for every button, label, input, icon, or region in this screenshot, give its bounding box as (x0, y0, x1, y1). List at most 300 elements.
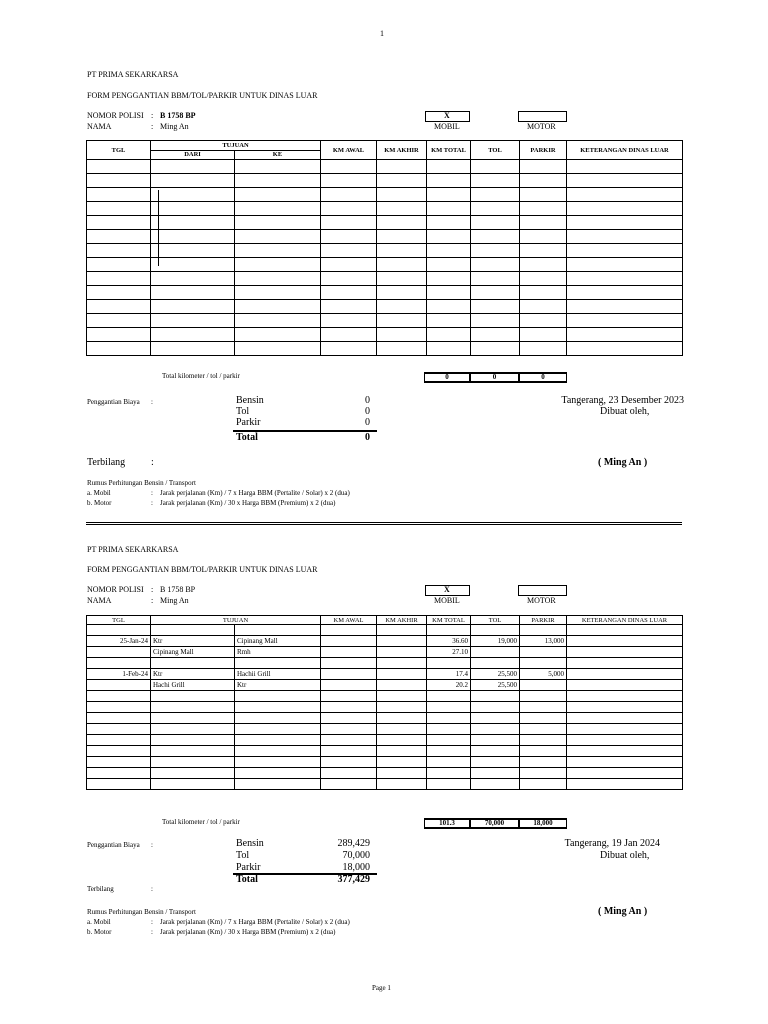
cell-km-awal[interactable] (321, 244, 377, 258)
cell-keterangan[interactable] (567, 258, 683, 272)
cell-keterangan[interactable] (567, 188, 683, 202)
cell-km-total[interactable] (427, 230, 471, 244)
cell-km-total[interactable] (427, 258, 471, 272)
cell-dari[interactable] (151, 779, 235, 790)
cell-dari[interactable] (151, 768, 235, 779)
cell-ke[interactable]: Rmh (235, 647, 321, 658)
cell-km-akhir[interactable] (377, 244, 427, 258)
cell-tgl[interactable] (87, 174, 151, 188)
cell-keterangan[interactable] (567, 314, 683, 328)
cell-tol[interactable]: 19,000 (471, 636, 520, 647)
cell-tgl[interactable] (87, 735, 151, 746)
cell-dari[interactable] (151, 230, 235, 244)
cell-parkir[interactable] (520, 724, 567, 735)
header-km-akhir: KM AKHIR (377, 141, 427, 160)
cell-keterangan[interactable] (567, 328, 683, 342)
cell-km-total[interactable]: 20.2 (427, 680, 471, 691)
cell-km-awal[interactable] (321, 724, 377, 735)
cell-km-total[interactable] (427, 779, 471, 790)
cell-km-awal[interactable] (321, 757, 377, 768)
cell-tgl[interactable] (87, 188, 151, 202)
cell-dari[interactable] (151, 174, 235, 188)
cell-parkir[interactable] (520, 691, 567, 702)
cell-km-total[interactable]: 36.60 (427, 636, 471, 647)
cell-tgl[interactable] (87, 746, 151, 757)
header-tujuan: TUJUAN (151, 616, 321, 625)
cell-km-total[interactable] (427, 328, 471, 342)
cell-dari[interactable] (151, 702, 235, 713)
cell-parkir[interactable] (520, 188, 567, 202)
cell-dari[interactable]: Ktr (151, 636, 235, 647)
cell-parkir[interactable] (520, 272, 567, 286)
cell-km-awal[interactable] (321, 314, 377, 328)
cell-km-total[interactable] (427, 713, 471, 724)
cell-ke[interactable] (235, 713, 321, 724)
cell-parkir[interactable] (520, 328, 567, 342)
cell-tgl[interactable] (87, 272, 151, 286)
cell-dari[interactable] (151, 713, 235, 724)
signer-name: ( Ming An ) (598, 906, 648, 917)
rumus-mobil: Jarak perjalanan (Km) / 7 x Harga BBM (Pertalite / Solar) x 2 (dua) (160, 918, 350, 926)
cell-tgl[interactable] (87, 680, 151, 691)
cell-km-awal[interactable] (321, 272, 377, 286)
header-parkir: PARKIR (520, 616, 567, 625)
cell-km-total[interactable] (427, 174, 471, 188)
cell-km-awal[interactable] (321, 328, 377, 342)
cell-parkir[interactable] (520, 244, 567, 258)
cell-parkir[interactable] (520, 680, 567, 691)
terbilang-label: Terbilang (87, 885, 114, 893)
cell-parkir[interactable] (520, 625, 567, 636)
cell-dari[interactable] (151, 724, 235, 735)
cell-km-akhir[interactable] (377, 160, 427, 174)
total-label: Total kilometer / tol / parkir (162, 372, 240, 380)
cell-ke[interactable] (235, 768, 321, 779)
motor-checkbox[interactable] (518, 111, 567, 122)
cell-km-akhir[interactable] (377, 691, 427, 702)
cell-km-akhir[interactable] (377, 680, 427, 691)
cell-km-akhir[interactable] (377, 658, 427, 669)
cell-dari[interactable] (151, 300, 235, 314)
cell-dari[interactable] (151, 328, 235, 342)
cell-km-awal[interactable] (321, 702, 377, 713)
cell-parkir[interactable] (520, 314, 567, 328)
bensin-value: 289,429 (337, 838, 370, 849)
cell-parkir[interactable] (520, 258, 567, 272)
cell-ke[interactable] (235, 746, 321, 757)
cell-km-awal[interactable] (321, 680, 377, 691)
cell-parkir[interactable]: 5,000 (520, 669, 567, 680)
cell-ke[interactable] (235, 735, 321, 746)
cell-parkir[interactable] (520, 713, 567, 724)
cell-km-akhir[interactable] (377, 746, 427, 757)
cell-keterangan[interactable] (567, 286, 683, 300)
cell-tgl[interactable] (87, 258, 151, 272)
nomor-polisi-label: NOMOR POLISI (87, 111, 144, 120)
cell-tol[interactable] (471, 314, 520, 328)
cell-km-akhir[interactable] (377, 342, 427, 356)
cell-ke[interactable] (235, 188, 321, 202)
cell-ke[interactable] (235, 258, 321, 272)
cell-km-total[interactable] (427, 702, 471, 713)
cell-keterangan[interactable] (567, 658, 683, 669)
cell-km-akhir[interactable] (377, 300, 427, 314)
cell-dari[interactable] (151, 625, 235, 636)
cell-km-awal[interactable] (321, 636, 377, 647)
dibuat-oleh: Dibuat oleh, (600, 406, 650, 417)
cell-km-akhir[interactable] (377, 724, 427, 735)
cell-km-total[interactable] (427, 160, 471, 174)
cell-ke[interactable] (235, 286, 321, 300)
cell-km-akhir[interactable] (377, 647, 427, 658)
cell-km-awal[interactable] (321, 216, 377, 230)
cell-km-akhir[interactable] (377, 202, 427, 216)
cell-parkir[interactable] (520, 746, 567, 757)
cell-km-total[interactable] (427, 735, 471, 746)
cell-dari[interactable] (151, 342, 235, 356)
cell-ke[interactable] (235, 244, 321, 258)
cell-keterangan[interactable] (567, 757, 683, 768)
cell-parkir[interactable] (520, 160, 567, 174)
cell-keterangan[interactable] (567, 625, 683, 636)
motor-checkbox[interactable] (518, 585, 567, 596)
cell-tol[interactable] (471, 328, 520, 342)
cell-km-awal[interactable] (321, 188, 377, 202)
cell-tgl[interactable] (87, 286, 151, 300)
total-label: Total kilometer / tol / parkir (162, 818, 240, 826)
cell-km-awal[interactable] (321, 174, 377, 188)
cell-tgl[interactable] (87, 244, 151, 258)
cell-ke[interactable] (235, 230, 321, 244)
cell-dari[interactable] (151, 286, 235, 300)
cell-ke[interactable] (235, 625, 321, 636)
cell-tgl[interactable] (87, 647, 151, 658)
cell-tgl[interactable] (87, 691, 151, 702)
cell-parkir[interactable] (520, 202, 567, 216)
cell-km-akhir[interactable] (377, 768, 427, 779)
cell-ke[interactable] (235, 174, 321, 188)
cell-dari[interactable] (151, 314, 235, 328)
cell-km-awal[interactable] (321, 230, 377, 244)
cell-tgl[interactable] (87, 342, 151, 356)
cell-km-akhir[interactable] (377, 286, 427, 300)
cell-parkir[interactable] (520, 779, 567, 790)
cell-ke[interactable]: Cipinang Mall (235, 636, 321, 647)
cell-tgl[interactable] (87, 300, 151, 314)
cell-km-akhir[interactable] (377, 216, 427, 230)
expense-table (86, 140, 683, 356)
cell-ke[interactable] (235, 160, 321, 174)
bensin-value: 0 (365, 395, 370, 406)
cell-km-akhir[interactable] (377, 174, 427, 188)
cell-km-total[interactable] (427, 300, 471, 314)
cell-dari[interactable] (151, 216, 235, 230)
cell-km-akhir[interactable] (377, 328, 427, 342)
cell-keterangan[interactable] (567, 713, 683, 724)
cell-keterangan[interactable] (567, 724, 683, 735)
rumus-motor: Jarak perjalanan (Km) / 30 x Harga BBM (Premium) x 2 (dua) (160, 928, 336, 936)
table-row (87, 328, 683, 342)
cell-parkir[interactable] (520, 647, 567, 658)
cell-km-total[interactable] (427, 757, 471, 768)
cell-km-akhir[interactable] (377, 713, 427, 724)
cell-keterangan[interactable] (567, 669, 683, 680)
page-footer: Page 1 (372, 984, 391, 992)
cell-km-awal[interactable] (321, 691, 377, 702)
cell-dari[interactable]: Cipinang Mall (151, 647, 235, 658)
cell-km-akhir[interactable] (377, 230, 427, 244)
table-row (87, 244, 683, 258)
cell-dari[interactable]: Ktr (151, 669, 235, 680)
cell-km-awal[interactable] (321, 658, 377, 669)
tol-label: Tol (236, 850, 250, 861)
table-row (87, 746, 683, 757)
cell-ke[interactable] (235, 342, 321, 356)
cell-km-total[interactable] (427, 658, 471, 669)
cell-km-total[interactable] (427, 746, 471, 757)
cell-km-total[interactable] (427, 768, 471, 779)
cell-km-total[interactable] (427, 216, 471, 230)
cell-km-total[interactable] (427, 188, 471, 202)
cell-parkir[interactable] (520, 230, 567, 244)
cell-km-awal[interactable] (321, 160, 377, 174)
cell-tgl[interactable] (87, 314, 151, 328)
cell-dari[interactable] (151, 188, 235, 202)
cell-keterangan[interactable] (567, 244, 683, 258)
cell-keterangan[interactable] (567, 160, 683, 174)
cell-ke[interactable] (235, 691, 321, 702)
cell-tol[interactable] (471, 216, 520, 230)
cell-tgl[interactable] (87, 702, 151, 713)
cell-parkir[interactable] (520, 174, 567, 188)
header-keterangan: KETERANGAN DINAS LUAR (567, 141, 683, 160)
cell-km-akhir[interactable] (377, 258, 427, 272)
cell-tol[interactable] (471, 230, 520, 244)
cell-tgl[interactable] (87, 768, 151, 779)
cell-parkir[interactable] (520, 768, 567, 779)
cell-keterangan[interactable] (567, 216, 683, 230)
cell-tol[interactable] (471, 258, 520, 272)
cell-km-awal[interactable] (321, 735, 377, 746)
cell-km-total[interactable] (427, 691, 471, 702)
expense-table (86, 615, 683, 790)
cell-km-akhir[interactable] (377, 757, 427, 768)
table-row (87, 724, 683, 735)
cell-dari[interactable] (151, 202, 235, 216)
cell-keterangan[interactable] (567, 174, 683, 188)
cell-ke[interactable] (235, 328, 321, 342)
cell-km-akhir[interactable] (377, 779, 427, 790)
cell-ke[interactable] (235, 216, 321, 230)
table-row (87, 258, 683, 272)
cell-tol[interactable] (471, 202, 520, 216)
cell-km-total[interactable]: 17.4 (427, 669, 471, 680)
cell-ke[interactable] (235, 272, 321, 286)
cell-km-total[interactable] (427, 244, 471, 258)
cell-km-akhir[interactable] (377, 669, 427, 680)
cell-km-akhir[interactable] (377, 625, 427, 636)
cell-tol[interactable] (471, 174, 520, 188)
header-ke: KE (235, 150, 321, 160)
cell-km-awal[interactable] (321, 300, 377, 314)
cell-tgl[interactable] (87, 328, 151, 342)
cell-km-awal[interactable] (321, 779, 377, 790)
cell-parkir[interactable] (520, 702, 567, 713)
cell-tgl[interactable] (87, 658, 151, 669)
cell-parkir[interactable] (520, 286, 567, 300)
cell-ke[interactable] (235, 779, 321, 790)
cell-km-awal[interactable] (321, 258, 377, 272)
cell-ke[interactable] (235, 314, 321, 328)
cell-tol[interactable] (471, 188, 520, 202)
cell-tgl[interactable] (87, 625, 151, 636)
cell-km-awal[interactable] (321, 342, 377, 356)
cell-dari[interactable] (151, 244, 235, 258)
cell-km-total[interactable] (427, 272, 471, 286)
cell-tol[interactable] (471, 735, 520, 746)
cell-km-akhir[interactable] (377, 702, 427, 713)
cell-tol[interactable] (471, 244, 520, 258)
cell-keterangan[interactable] (567, 768, 683, 779)
cell-tol[interactable] (471, 746, 520, 757)
place-date: Tangerang, 19 Jan 2024 (564, 838, 660, 849)
cell-ke[interactable]: Hachii Grill (235, 669, 321, 680)
cell-ke[interactable] (235, 724, 321, 735)
cell-keterangan[interactable] (567, 779, 683, 790)
cell-km-awal[interactable] (321, 625, 377, 636)
cell-keterangan[interactable] (567, 230, 683, 244)
cell-ke[interactable]: Ktr (235, 680, 321, 691)
cell-tol[interactable] (471, 342, 520, 356)
cell-dari[interactable] (151, 258, 235, 272)
cell-parkir[interactable] (520, 300, 567, 314)
cell-tol[interactable] (471, 286, 520, 300)
cell-ke[interactable] (235, 702, 321, 713)
cell-tgl[interactable] (87, 230, 151, 244)
cell-tol[interactable] (471, 625, 520, 636)
cell-tol[interactable] (471, 724, 520, 735)
cell-ke[interactable] (235, 658, 321, 669)
cell-tol[interactable]: 25,500 (471, 680, 520, 691)
cell-tgl[interactable] (87, 724, 151, 735)
mobil-checkbox[interactable] (425, 585, 470, 596)
cell-ke[interactable] (235, 300, 321, 314)
cell-dari[interactable] (151, 658, 235, 669)
nama-label: NAMA (87, 122, 112, 131)
cell-km-awal[interactable] (321, 768, 377, 779)
cell-km-awal[interactable] (321, 202, 377, 216)
cell-dari[interactable] (151, 746, 235, 757)
cell-km-akhir[interactable] (377, 272, 427, 286)
cell-km-akhir[interactable] (377, 314, 427, 328)
cell-keterangan[interactable] (567, 746, 683, 757)
cell-parkir[interactable] (520, 342, 567, 356)
cell-dari[interactable] (151, 757, 235, 768)
cell-parkir[interactable]: 13,000 (520, 636, 567, 647)
cell-km-total[interactable] (427, 286, 471, 300)
cell-tol[interactable] (471, 768, 520, 779)
table-row (87, 636, 683, 647)
cell-tgl[interactable]: 25-Jan-24 (87, 636, 151, 647)
cell-dari[interactable] (151, 160, 235, 174)
cell-tol[interactable] (471, 713, 520, 724)
total-km: 101.3 (424, 818, 470, 829)
cell-parkir[interactable] (520, 757, 567, 768)
cell-km-total[interactable]: 27.10 (427, 647, 471, 658)
cell-tgl[interactable] (87, 216, 151, 230)
cell-keterangan[interactable] (567, 680, 683, 691)
cell-km-awal[interactable] (321, 669, 377, 680)
cell-dari[interactable] (151, 272, 235, 286)
cell-tol[interactable] (471, 691, 520, 702)
cell-km-awal[interactable] (321, 647, 377, 658)
cell-keterangan[interactable] (567, 272, 683, 286)
nama-value: Ming An (160, 596, 189, 605)
cell-tol[interactable] (471, 702, 520, 713)
cell-parkir[interactable] (520, 216, 567, 230)
cell-dari[interactable] (151, 691, 235, 702)
cell-tol[interactable] (471, 300, 520, 314)
cell-parkir[interactable] (520, 658, 567, 669)
table-row (87, 757, 683, 768)
cell-tol[interactable] (471, 272, 520, 286)
cell-keterangan[interactable] (567, 202, 683, 216)
total-biaya-value: 377,429 (337, 874, 370, 885)
cell-keterangan[interactable] (567, 691, 683, 702)
cell-dari[interactable]: Hachi Grill (151, 680, 235, 691)
cell-km-total[interactable] (427, 724, 471, 735)
cell-tgl[interactable]: 1-Feb-24 (87, 669, 151, 680)
cell-km-akhir[interactable] (377, 735, 427, 746)
cell-km-awal[interactable] (321, 746, 377, 757)
cell-dari[interactable] (151, 735, 235, 746)
cell-km-akhir[interactable] (377, 636, 427, 647)
cell-km-total[interactable] (427, 202, 471, 216)
mobil-checkbox[interactable] (425, 111, 470, 122)
header-km-awal: KM AWAL (321, 141, 377, 160)
cell-tol[interactable] (471, 160, 520, 174)
cell-keterangan[interactable] (567, 342, 683, 356)
cell-tgl[interactable] (87, 202, 151, 216)
cell-tgl[interactable] (87, 713, 151, 724)
cell-km-total[interactable] (427, 342, 471, 356)
cell-tgl[interactable] (87, 757, 151, 768)
cell-tol[interactable] (471, 647, 520, 658)
cell-keterangan[interactable] (567, 636, 683, 647)
cell-tol[interactable] (471, 757, 520, 768)
cell-km-awal[interactable] (321, 286, 377, 300)
cell-km-total[interactable] (427, 314, 471, 328)
cell-parkir[interactable] (520, 735, 567, 746)
cell-keterangan[interactable] (567, 702, 683, 713)
cell-ke[interactable] (235, 757, 321, 768)
cell-km-total[interactable] (427, 625, 471, 636)
cell-tgl[interactable] (87, 779, 151, 790)
cell-tol[interactable] (471, 779, 520, 790)
penggantian-label: Penggantian Biaya (87, 398, 140, 406)
cell-tol[interactable]: 25,500 (471, 669, 520, 680)
cell-km-akhir[interactable] (377, 188, 427, 202)
cell-tol[interactable] (471, 658, 520, 669)
cell-km-awal[interactable] (321, 713, 377, 724)
rumus-mobil-label: a. Mobil (87, 918, 111, 926)
cell-ke[interactable] (235, 202, 321, 216)
cell-tgl[interactable] (87, 160, 151, 174)
cell-divider (158, 190, 159, 266)
cell-keterangan[interactable] (567, 300, 683, 314)
cell-keterangan[interactable] (567, 735, 683, 746)
cell-keterangan[interactable] (567, 647, 683, 658)
